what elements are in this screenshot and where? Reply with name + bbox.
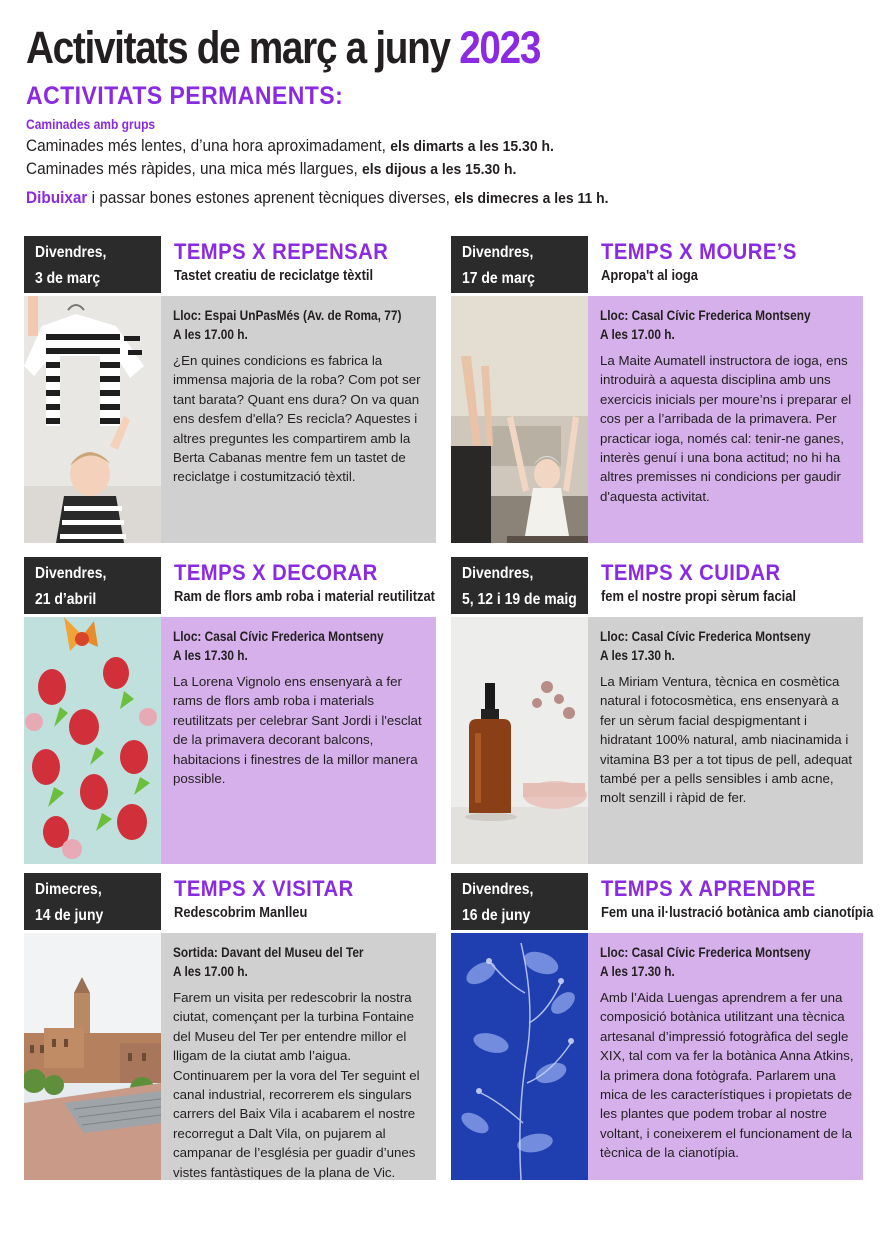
date-box — [451, 873, 588, 930]
date-box — [451, 236, 588, 293]
activity-place: Lloc: Casal Cívic Frederica Montseny — [600, 308, 811, 323]
date-day: Divendres, — [35, 244, 107, 261]
activity-time: A les 17.30 h. — [173, 648, 248, 663]
drawing-text: i passar bones estones aprenent tècniques diverses, — [87, 189, 455, 207]
activity-description: Amb l’Aida Luengas aprendrem a fer una composició botànica utilitzant una tècnica artesanal d’impressió fotogràfica del segle XIX, tal com va fer la botànica Anna Atkins, la primera dona fotògrafa. Parlarem una mica de les característiques i propietats de les plantes que podem trobar al nostre voltant, i coneixerem el funcionament de la tècnica de la cianotípia. — [600, 990, 854, 1161]
page-title — [26, 22, 540, 74]
activity-category: TEMPS X REPENSAR — [174, 239, 389, 264]
date-box — [24, 873, 161, 930]
activity-category: TEMPS X VISITAR — [174, 876, 354, 901]
activity-card-aprendre — [451, 873, 874, 1180]
activity-category: TEMPS X DECORAR — [174, 560, 378, 585]
date-date: 3 de març — [35, 270, 101, 287]
activity-subtitle: Ram de flors amb roba i material reutilitzat — [174, 588, 435, 605]
activity-description: La Maite Aumatell instructora de ioga, ens introduirà a aquesta disciplina amb uns exercicis inicials per moure’ns i preparar el cos per a l’arribada de la primavera. Per practicar ioga, només cal: tenir-ne ganes, interès genuí i una bona actitud; no hi ha altres premisses ni condicions per gaudir d'aquesta activitat. — [600, 353, 852, 504]
activity-time: A les 17.00 h. — [600, 327, 675, 342]
activity-photo-child-shirt — [24, 296, 161, 543]
activity-info-panel — [161, 296, 436, 543]
permanent-activities-heading: ACTIVITATS PERMANENTS: — [26, 82, 344, 110]
activity-place: Sortida: Davant del Museu del Ter — [173, 945, 364, 960]
activity-time: A les 17.00 h. — [173, 327, 248, 342]
activity-place: Lloc: Casal Cívic Frederica Montseny — [600, 629, 811, 644]
walks-fast-text: Caminades més ràpides, una mica més llargues, — [26, 160, 363, 178]
activity-place: Lloc: Casal Cívic Frederica Montseny — [173, 629, 384, 644]
walks-fast-schedule: els dijous a les 15.30 h. — [362, 161, 517, 178]
activity-photo-manlleu — [24, 933, 161, 1180]
activity-subtitle: fem el nostre propi sèrum facial — [601, 588, 797, 605]
activity-card-moures — [451, 236, 863, 543]
date-box — [451, 557, 588, 614]
activity-photo-yoga — [451, 296, 588, 543]
activity-subtitle: Fem una il·lustració botànica amb cianotípia — [601, 904, 874, 921]
activity-category: TEMPS X APRENDRE — [601, 876, 816, 901]
activity-description: La Lorena Vignolo ens ensenyarà a fer rams de flors amb roba i materials reutilitzats per celebrar Sant Jordi i l'esclat de la primavera decorant balcons, habitacions i finestres de la millor manera possible. — [173, 674, 422, 787]
walks-slow-line — [26, 137, 554, 156]
drawing-highlight: Dibuixar — [26, 189, 88, 207]
activity-card-repensar — [24, 236, 436, 543]
activity-description: La Miriam Ventura, tècnica en cosmètica natural i fotocosmètica, ens ensenyarà a fer un sèrum facial despigmentant i hidratant 100% natural, amb niacinamida i vitamina B3 per a tot tipus de pell, adequat també per a pells sensibles i amb acne, molt senzill i ràpid de fer. — [600, 674, 853, 806]
date-day: Divendres, — [462, 881, 534, 898]
date-day: Divendres, — [35, 565, 107, 582]
activity-info-panel — [161, 933, 436, 1180]
activity-info-panel — [588, 617, 863, 864]
walks-slow-schedule: els dimarts a les 15.30 h. — [390, 138, 554, 155]
date-date: 5, 12 i 19 de maig — [462, 591, 577, 608]
activity-subtitle: Redescobrim Manlleu — [174, 904, 308, 921]
activity-card-visitar — [24, 873, 436, 1180]
activity-photo-fabric-roses — [24, 617, 161, 864]
date-date: 17 de març — [462, 270, 535, 287]
walks-slow-text: Caminades més lentes, d’una hora aproximadament, — [26, 137, 391, 155]
date-date: 16 de juny — [462, 907, 531, 924]
activity-info-panel — [161, 617, 436, 864]
drawing-line — [26, 189, 609, 208]
activity-info-panel — [588, 933, 863, 1180]
activity-time: A les 17.30 h. — [600, 964, 675, 979]
activity-description: Farem un visita per redescobrir la nostra ciutat, començant per la turbina Fontaine del Museu del Ter per entendre millor el lligam de la ciutat amb l’aigua. Continuarem per la vora del Ter seguint el canal industrial, recorrerem els singulars carrers del Baix Vila i acabarem el nostre recorregut a Dalt Vila, on pujarem al campanar de l’església per guadir d’unes vistes fantàstiques de la plana de Vic. — [173, 990, 420, 1180]
date-box — [24, 236, 161, 293]
drawing-schedule: els dimecres a les 11 h. — [454, 190, 609, 207]
activity-place: Lloc: Espai UnPasMés (Av. de Roma, 77) — [173, 308, 402, 323]
activity-card-decorar — [24, 557, 436, 864]
title-text: Activitats de març a juny — [26, 22, 450, 73]
date-date: 14 de juny — [35, 907, 104, 924]
activity-time: A les 17.00 h. — [173, 964, 248, 979]
activity-time: A les 17.30 h. — [600, 648, 675, 663]
activity-info-panel — [588, 296, 863, 543]
walks-fast-line — [26, 160, 516, 179]
activity-subtitle: Tastet creatiu de reciclatge tèxtil — [174, 267, 374, 284]
activity-category: TEMPS X CUIDAR — [601, 560, 781, 585]
activity-place: Lloc: Casal Cívic Frederica Montseny — [600, 945, 811, 960]
date-day: Divendres, — [462, 565, 534, 582]
date-day: Dimecres, — [35, 881, 102, 898]
activity-photo-cyanotype — [451, 933, 588, 1180]
walks-subheading: Caminades amb grups — [26, 116, 156, 132]
activity-category: TEMPS X MOURE’S — [601, 239, 797, 264]
activity-description: ¿En quines condicions es fabrica la immensa majoria de la roba? Com pot ser tant barata? Quant ens dura? On va quan ens desfem d'ella? Es recicla? Aquestes i altres preguntes les compartirem amb la Berta Cabanas mentre fem un tastet de reciclatge i costumització tèxtil. — [173, 353, 421, 485]
date-day: Divendres, — [462, 244, 534, 261]
date-box — [24, 557, 161, 614]
activity-photo-serum — [451, 617, 588, 864]
activity-subtitle: Apropa't al ioga — [601, 267, 698, 284]
title-year: 2023 — [459, 22, 541, 73]
activity-card-cuidar — [451, 557, 863, 864]
date-date: 21 d’abril — [35, 591, 97, 608]
